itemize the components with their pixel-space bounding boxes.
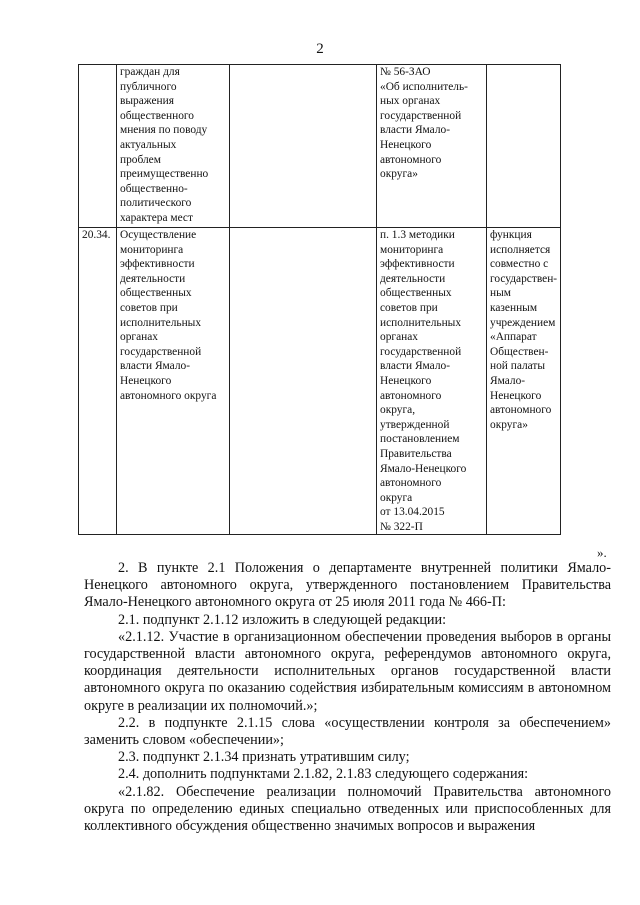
paragraph: 2.3. подпункт 2.1.34 признать утратившим силу; <box>118 749 410 766</box>
table-row <box>79 228 561 535</box>
empty-cell <box>230 65 377 228</box>
function-name-cell: Осуществление мониторинга эффективности деятельности общественных советов при исполнительных органах государственной власти Ямало- Ненецкого автономного округа <box>117 228 230 535</box>
paragraph: 2. В пункте 2.1 Положения о департаменте внутренней политики Ямало-Ненецкого автономного округа, утвержденного постановлением Правительства Ямало-Ненецкого автономного округа от 25 июля 2011 года № 466-П: <box>84 560 611 611</box>
note-cell <box>487 65 561 228</box>
paragraph: 2.1. подпункт 2.1.12 изложить в следующей редакции: <box>118 611 447 628</box>
paragraph: 2.2. в подпункте 2.1.15 слова «осуществлении контроля за обеспечением» заменить словом «обеспечении»; <box>84 714 611 749</box>
functions-table <box>78 64 561 535</box>
closing-quote: ». <box>597 545 607 560</box>
paragraph: «2.1.82. Обеспечение реализации полномочий Правительства автономного округа по определению единых специально отведенных или приспособленных для коллективного обсуждения общественно значимых вопросов и выражения <box>84 783 611 835</box>
paragraph: «2.1.12. Участие в организационном обеспечении проведения выборов в органы государственной власти автономного округа, референдумов автономного округа, координация деятельности исполнительных органов государственной власти автономного округа по оказанию содействия избирательным комиссиям в автономном округе в реализации их полномочий.»; <box>84 628 611 714</box>
legal-basis-cell: № 56-ЗАО «Об исполнитель- ных органах государственной власти Ямало- Ненецкого автономного округа» <box>377 65 487 228</box>
table-row <box>79 65 561 228</box>
empty-cell <box>230 228 377 535</box>
page-number: 2 <box>316 41 324 57</box>
legal-basis-cell: п. 1.3 методики мониторинга эффективности деятельности общественных советов при исполнительных органах государственной власти Ямало- Ненецкого автономного округа, утвержденной постановлением Правительства Ямало-Ненецкого автономного округа от 13.04.2015 № 322-П <box>377 228 487 535</box>
row-number-cell <box>79 65 117 228</box>
function-name-cell: граждан для публичного выражения общественного мнения по поводу актуальных проблем преимущественно общественно- политического характера мест <box>117 65 230 228</box>
row-number-cell: 20.34. <box>79 228 117 535</box>
document-body <box>84 560 611 835</box>
paragraph: 2.4. дополнить подпунктами 2.1.82, 2.1.83 следующего содержания: <box>118 766 529 783</box>
note-cell: функция исполняется совместно с государствен- ным казенным учреждением «Аппарат Обществен- ной палаты Ямало- Ненецкого автономного округа» <box>487 228 561 535</box>
